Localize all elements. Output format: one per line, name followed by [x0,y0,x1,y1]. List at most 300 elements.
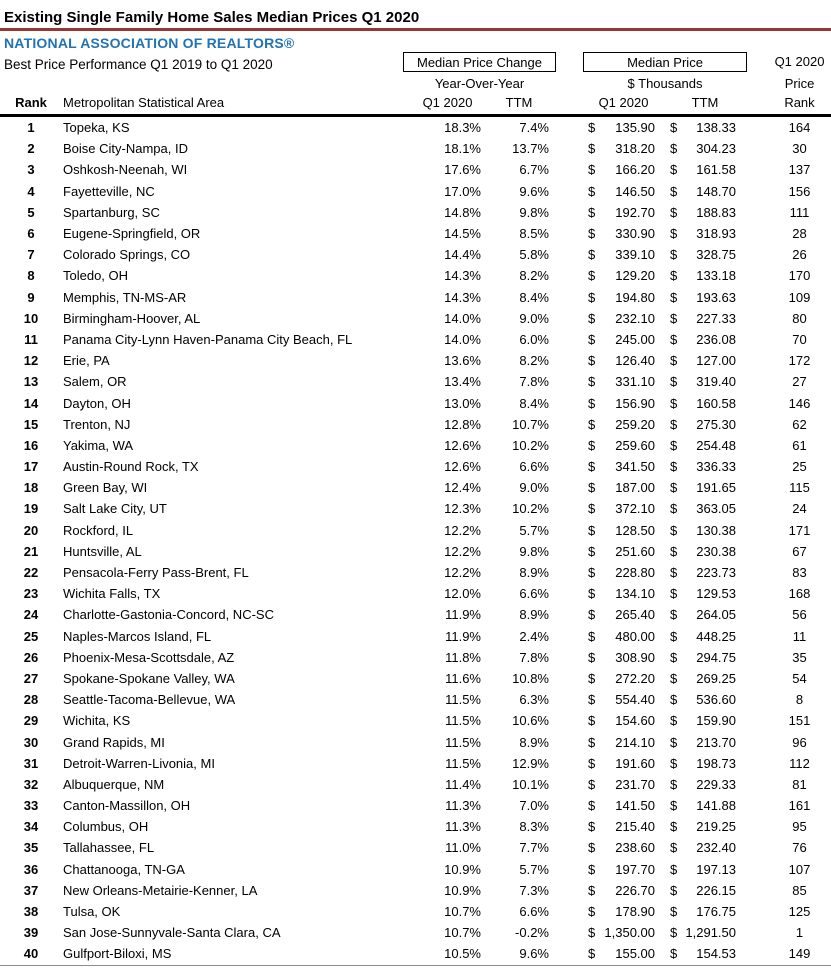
price-value: 318.93 [696,226,736,242]
table-row [0,583,831,604]
metro-area-cell: Eugene-Springfield, OR [63,226,201,242]
metro-area-cell: Yakima, WA [63,437,134,453]
ttm-change-cell: 8.9% [519,607,549,623]
yoy-change-cell: 11.5% [445,713,481,729]
yoy-change-cell: 11.4% [445,776,481,792]
price-q1-cell [588,671,659,686]
yoy-change-cell: 17.6% [444,162,481,178]
metro-area-cell: Spokane-Spokane Valley, WA [63,670,235,686]
dollar-sign: $ [588,480,596,496]
rank-cell: 31 [23,755,39,771]
metro-area-cell: Huntsville, AL [63,543,142,559]
yoy-change-cell: 10.7% [444,904,481,920]
price-value: 236.08 [696,331,736,347]
price-q1-cell [588,798,659,813]
rank-cell: 10 [23,310,39,326]
price-value: 159.90 [696,713,736,729]
rank-cell: 13 [23,374,39,390]
price-ttm-cell [670,226,740,241]
ttm-change-cell: 9.6% [519,946,549,962]
metro-area-cell: Panama City-Lynn Haven-Panama City Beach, FL [63,331,353,347]
price-value: 1,291.50 [685,925,736,941]
price-q1-cell [588,353,659,368]
price-value: 197.13 [696,861,736,877]
table-row [0,562,831,583]
dollar-sign: $ [670,713,678,729]
price-value: 308.90 [615,649,655,665]
price-q1-cell [588,268,659,283]
ttm-change-cell: 10.2% [512,437,549,453]
dollar-sign: $ [588,882,596,898]
price-rank-cell: 70 [792,331,807,347]
table-row [0,181,831,202]
ttm-change-cell: 6.7% [519,162,549,178]
price-ttm-cell [670,650,740,665]
dollar-sign: $ [670,289,678,305]
price-q1-cell [588,565,659,580]
yoy-change-cell: 14.8% [444,204,481,220]
price-rank-cell: 146 [788,395,811,411]
price-ttm-cell [670,353,740,368]
yoy-change-cell: 10.9% [444,861,481,877]
yoy-change-cell: 13.0% [444,395,481,411]
price-value: 264.05 [696,607,736,623]
dollar-sign: $ [588,819,596,835]
price-value: 134.10 [615,586,655,602]
metro-area-cell: Oshkosh-Neenah, WI [63,162,188,178]
price-value: 272.20 [615,670,655,686]
table-row [0,329,831,350]
price-value: 198.73 [696,755,736,771]
table-row [0,287,831,308]
table-row [0,456,831,477]
dollar-sign: $ [670,437,678,453]
column-header-price-ttm: TTM [691,95,719,110]
rank-cell: 19 [23,501,39,517]
price-q1-cell [588,290,659,305]
ttm-change-cell: 8.9% [519,734,549,750]
price-ttm-cell [670,925,740,940]
price-q1-cell [588,544,659,559]
price-ttm-cell [670,692,740,707]
price-ttm-cell [670,480,740,495]
table-row [0,943,831,964]
price-value: 269.25 [696,670,736,686]
dollar-sign: $ [588,522,596,538]
dollar-sign: $ [670,310,678,326]
price-ttm-cell [670,756,740,771]
rank-cell: 38 [23,904,39,920]
price-rank-cell: 11 [792,628,807,644]
price-value: 160.58 [696,395,736,411]
yoy-change-cell: 11.3% [445,819,481,835]
price-q1-cell [588,925,659,940]
price-value: 191.60 [615,755,655,771]
price-value: 265.40 [615,607,655,623]
price-value: 275.30 [696,416,736,432]
price-value: 176.75 [696,904,736,920]
dollar-sign: $ [588,310,596,326]
price-value: 148.70 [696,183,736,199]
yoy-change-cell: 11.6% [445,670,481,686]
price-value: 135.90 [615,120,655,136]
metro-area-cell: Columbus, OH [63,819,149,835]
rank-cell: 11 [24,331,38,347]
rank-cell: 32 [23,776,39,792]
metro-area-cell: Topeka, KS [63,120,130,136]
price-value: 128.50 [615,522,655,538]
ttm-change-cell: 9.8% [519,204,549,220]
dollar-sign: $ [588,649,596,665]
rank-cell: 21 [23,543,39,559]
price-rank-cell: 172 [788,353,811,369]
rank-cell: 37 [23,882,39,898]
ttm-change-cell: 9.6% [519,183,549,199]
price-ttm-cell [670,438,740,453]
price-ttm-cell [670,417,740,432]
price-rank-cell: 111 [789,204,810,220]
price-ttm-cell [670,396,740,411]
price-ttm-cell [670,332,740,347]
table-body [0,117,831,965]
price-value: 130.38 [696,522,736,538]
price-value: 232.10 [615,310,655,326]
ttm-change-cell: 5.7% [519,861,549,877]
rank-cell: 8 [27,268,35,284]
dollar-sign: $ [588,670,596,686]
ttm-change-cell: -0.2% [515,925,549,941]
price-value: 363.05 [696,501,736,517]
ttm-change-cell: 7.3% [519,882,549,898]
ttm-change-cell: 10.2% [512,501,549,517]
yoy-change-cell: 12.2% [444,565,481,581]
table-row [0,371,831,392]
price-value: 161.58 [696,162,736,178]
price-value: 328.75 [696,247,736,263]
price-q1-cell [588,883,659,898]
price-value: 219.25 [696,819,736,835]
ttm-change-cell: 13.7% [512,141,549,157]
price-value: 193.63 [696,289,736,305]
price-q1-cell [588,311,659,326]
table-row [0,308,831,329]
yoy-change-cell: 14.0% [444,331,481,347]
metro-area-cell: Fayetteville, NC [63,183,155,199]
ttm-change-cell: 7.8% [519,374,549,390]
metro-area-cell: Erie, PA [63,353,110,369]
price-value: 141.50 [615,798,655,814]
price-q1-cell [588,862,659,877]
ttm-change-cell: 8.2% [519,353,549,369]
price-value: 155.00 [615,946,655,962]
dollar-sign: $ [588,713,596,729]
yoy-change-cell: 14.3% [444,289,481,305]
price-rank-cell: 62 [792,416,807,432]
metro-area-cell: Pensacola-Ferry Pass-Brent, FL [63,565,249,581]
metro-area-cell: Tallahassee, FL [63,840,155,856]
dollar-sign: $ [670,882,678,898]
dollar-sign: $ [588,331,596,347]
table-row [0,159,831,180]
metro-area-cell: Canton-Massillon, OH [63,798,191,814]
rank-cell: 20 [23,522,39,538]
price-rank-cell: 96 [792,734,807,750]
ttm-change-cell: 5.7% [519,522,549,538]
yoy-change-cell: 10.7% [444,925,481,941]
dollar-sign: $ [588,543,596,559]
price-rank-cell: 67 [792,543,807,559]
price-value: 480.00 [615,628,655,644]
price-value: 554.40 [615,692,655,708]
metro-area-cell: Seattle-Tacoma-Bellevue, WA [63,692,236,708]
rank-cell: 17 [23,459,39,475]
price-q1-cell [588,607,659,622]
metro-area-cell: Tulsa, OK [63,904,121,920]
price-rank-cell: 171 [788,522,811,538]
table-row [0,392,831,413]
price-q1-cell [588,946,659,961]
price-value: 230.38 [696,543,736,559]
price-rank-cell: 76 [792,840,807,856]
table-row [0,202,831,223]
price-rank-cell: 24 [792,501,807,517]
table-row [0,753,831,774]
price-rank-cell: 25 [792,459,807,475]
dollar-sign: $ [588,586,596,602]
metro-area-cell: Wichita, KS [63,713,131,729]
dollar-sign: $ [588,247,596,263]
price-q1-cell [588,904,659,919]
yoy-change-cell: 11.5% [445,755,481,771]
price-value: 318.20 [615,141,655,157]
price-q1-cell [588,205,659,220]
table-row [0,626,831,647]
price-rank-cell: 28 [792,226,807,242]
price-value: 126.40 [615,353,655,369]
ttm-change-cell: 10.8% [512,670,549,686]
metro-area-cell: Green Bay, WI [63,480,148,496]
price-q1-cell [588,629,659,644]
rank-cell: 5 [27,204,35,220]
dollar-sign: $ [588,840,596,856]
price-rank-cell: 81 [792,776,807,792]
rank-cell: 25 [23,628,39,644]
price-rank-cell: 149 [788,946,811,962]
price-q1-cell [588,396,659,411]
rank-cell: 22 [23,565,39,581]
price-ttm-cell [670,946,740,961]
yoy-change-cell: 11.0% [445,840,481,856]
yoy-change-cell: 11.3% [445,798,481,814]
price-value: 214.10 [615,734,655,750]
table-row [0,541,831,562]
ttm-change-cell: 6.3% [519,692,549,708]
metro-area-cell: Birmingham-Hoover, AL [63,310,201,326]
table-row [0,880,831,901]
price-q1-cell [588,417,659,432]
metro-area-cell: Phoenix-Mesa-Scottsdale, AZ [63,649,235,665]
price-value: 146.50 [615,183,655,199]
header-q1-2020-right: Q1 2020 [774,54,825,69]
price-ttm-cell [670,840,740,855]
price-rank-cell: 112 [789,755,810,771]
price-ttm-cell [670,268,740,283]
price-rank-cell: 27 [792,374,807,390]
dollar-sign: $ [588,501,596,517]
dollar-sign: $ [670,141,678,157]
header-median-price-box: Median Price [583,52,747,72]
column-header-change-ttm: TTM [505,95,533,110]
rank-cell: 14 [23,395,39,411]
rank-cell: 24 [23,607,39,623]
yoy-change-cell: 12.2% [444,522,481,538]
ttm-change-cell: 8.3% [519,819,549,835]
ttm-change-cell: 2.4% [519,628,549,644]
price-q1-cell [588,247,659,262]
metro-area-cell: Detroit-Warren-Livonia, MI [63,755,215,771]
ttm-change-cell: 6.6% [519,459,549,475]
ttm-change-cell: 8.4% [519,395,549,411]
price-q1-cell [588,586,659,601]
price-ttm-cell [670,247,740,262]
dollar-sign: $ [588,141,596,157]
table-row [0,731,831,752]
price-value: 192.70 [615,204,655,220]
price-value: 129.53 [696,586,736,602]
metro-area-cell: Memphis, TN-MS-AR [63,289,187,305]
dollar-sign: $ [670,331,678,347]
ttm-change-cell: 12.9% [512,755,549,771]
table-row [0,520,831,541]
yoy-change-cell: 10.9% [444,882,481,898]
table-row [0,244,831,265]
metro-area-cell: Dayton, OH [63,395,131,411]
price-q1-cell [588,226,659,241]
ttm-change-cell: 7.8% [519,649,549,665]
org-name: NATIONAL ASSOCIATION OF REALTORS® [4,35,295,51]
page-title: Existing Single Family Home Sales Median Prices Q1 2020 [4,9,420,26]
price-ttm-cell [670,586,740,601]
price-q1-cell [588,777,659,792]
dollar-sign: $ [670,501,678,517]
price-ttm-cell [670,523,740,538]
dollar-sign: $ [588,861,596,877]
metro-area-cell: Salem, OR [63,374,127,390]
price-ttm-cell [670,735,740,750]
price-ttm-cell [670,862,740,877]
price-value: 187.00 [615,480,655,496]
header-price: Price [784,76,815,91]
dollar-sign: $ [670,734,678,750]
price-ttm-cell [670,904,740,919]
price-value: 127.00 [696,353,736,369]
yoy-change-cell: 11.5% [445,734,481,750]
price-q1-cell [588,459,659,474]
price-value: 231.70 [615,776,655,792]
metro-area-cell: Boise City-Nampa, ID [63,141,188,157]
dollar-sign: $ [670,798,678,814]
table-row [0,816,831,837]
rank-cell: 4 [27,183,35,199]
dollar-sign: $ [588,459,596,475]
price-rank-cell: 83 [792,565,807,581]
rank-cell: 35 [23,840,39,856]
price-q1-cell [588,374,659,389]
metro-area-cell: Toledo, OH [63,268,129,284]
price-q1-cell [588,162,659,177]
dollar-sign: $ [588,268,596,284]
yoy-change-cell: 17.0% [444,183,481,199]
price-value: 304.23 [696,141,736,157]
price-rank-cell: 115 [789,480,810,496]
rank-cell: 40 [23,946,39,962]
yoy-change-cell: 12.2% [444,543,481,559]
price-ttm-cell [670,798,740,813]
price-ttm-cell [670,819,740,834]
dollar-sign: $ [588,289,596,305]
dollar-sign: $ [670,183,678,199]
table-row [0,265,831,286]
price-rank-cell: 61 [792,437,807,453]
price-rank-cell: 164 [788,120,811,136]
table-row [0,859,831,880]
ttm-change-cell: 9.0% [519,310,549,326]
dollar-sign: $ [588,416,596,432]
price-q1-cell [588,120,659,135]
dollar-sign: $ [670,670,678,686]
price-rank-cell: 35 [792,649,807,665]
rank-cell: 9 [27,289,35,305]
price-value: 372.10 [615,501,655,517]
ttm-change-cell: 8.9% [519,565,549,581]
price-ttm-cell [670,374,740,389]
dollar-sign: $ [670,543,678,559]
dollar-sign: $ [588,925,596,941]
price-q1-cell [588,713,659,728]
yoy-change-cell: 12.4% [444,480,481,496]
dollar-sign: $ [670,565,678,581]
dollar-sign: $ [588,374,596,390]
ttm-change-cell: 10.6% [512,713,549,729]
price-value: 194.80 [615,289,655,305]
ttm-change-cell: 9.8% [519,543,549,559]
rank-cell: 15 [23,416,39,432]
metro-area-cell: Naples-Marcos Island, FL [63,628,212,644]
dollar-sign: $ [588,755,596,771]
dollar-sign: $ [670,162,678,178]
metro-area-cell: Colorado Springs, CO [63,247,191,263]
price-value: 251.60 [615,543,655,559]
column-header-price-q1-2020: Q1 2020 [598,95,649,110]
table-row [0,668,831,689]
ttm-change-cell: 8.5% [519,226,549,242]
column-header-change-q1-2020: Q1 2020 [422,95,473,110]
metro-area-cell: San Jose-Sunnyvale-Santa Clara, CA [63,925,281,941]
table-row [0,223,831,244]
price-q1-cell [588,184,659,199]
rank-cell: 26 [23,649,39,665]
price-value: 227.33 [696,310,736,326]
rank-cell: 28 [23,692,39,708]
yoy-change-cell: 12.8% [444,416,481,432]
rank-cell: 36 [23,861,39,877]
table-row [0,710,831,731]
price-rank-cell: 161 [788,798,811,814]
yoy-change-cell: 10.5% [444,946,481,962]
price-value: 294.75 [696,649,736,665]
rank-cell: 27 [23,670,39,686]
price-value: 245.00 [615,331,655,347]
